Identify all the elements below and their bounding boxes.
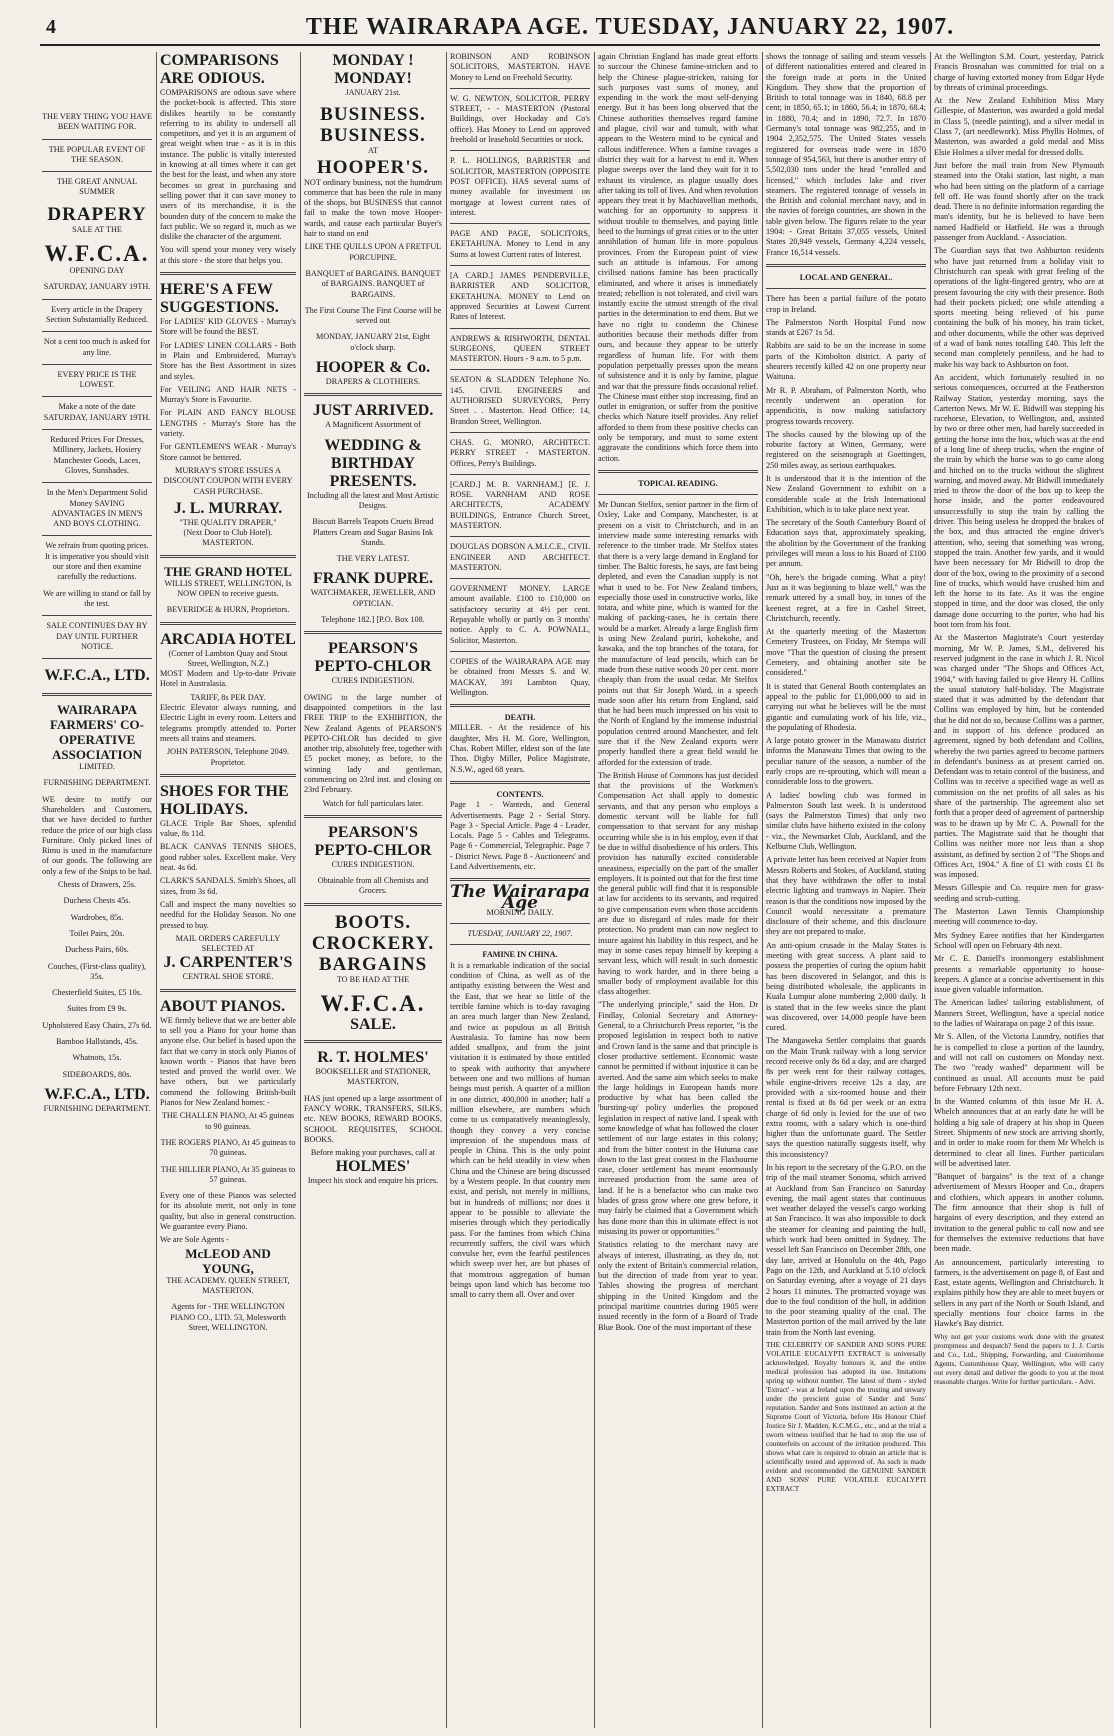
price-item: Chests of Drawers, 25s.	[58, 880, 136, 890]
ad-heading-grand-hotel: THE GRAND HOTEL	[164, 563, 292, 579]
leader-date: TUESDAY, JANUARY 22, 1907.	[467, 929, 573, 939]
news-item: A large potato grower in the Manawatu district informs the Manawatu Times that owing to the peculiar nature of the season, a number of the early crops are re-sprouting, which will mean a considerable loss to the growers.	[766, 736, 926, 787]
ad-body: BLACK CANVAS TENNIS SHOES, good rubber soles. Excellent make. Very neat. 4s 6d.	[160, 842, 296, 873]
price-item: Duchess Pairs, 60s.	[65, 945, 129, 955]
ad-heading-drapery: DRAPERY	[47, 203, 147, 225]
ad-line: SALE CONTINUES DAY BY DAY UNTIL FURTHER NOTICE.	[46, 621, 148, 651]
column-7	[934, 52, 1104, 1728]
ad-body: You will spend your money very wisely at this store - the store that helps you.	[160, 245, 296, 265]
ad-body: NOT ordinary business, not the humdrum commerce that has been the rule in many of the shops, but BUSINESS that cannot fail to make the town move Hooper-wards, and cause each particular Buyer's hair to stand on end	[304, 177, 442, 239]
ad-line: THE ACADEMY. QUEEN STREET, MASTERTON.	[166, 1275, 290, 1295]
ad-line: CENTRAL SHOE STORE.	[182, 972, 274, 982]
ad-body: MURRAY'S STORE ISSUES A DISCOUNT COUPON WITH EVERY CASH PURCHASE.	[163, 465, 293, 496]
ad-heading-bargains: BARGAINS	[318, 953, 428, 975]
section-heading-local: LOCAL AND GENERAL.	[799, 272, 893, 282]
column-6	[766, 52, 926, 1728]
news-item: A private letter has been received at Napier from Messrs Roberts and Stokes, of Auckland, stating that they have withdrawn the offer to instal electric lighting and tramways in Napier. Their reason is that the conditions now imposed by the Council would necessitate a premature disclosure of their scheme, and this disclosure they are not prepared to make.	[766, 855, 926, 937]
news-item: "Oh, here's the brigade coming. What a pity! Just as it was beginning to blaze well," was the remark uttered by a small boy, in tones of the keenest regret, at a fire in Cashel Street, Christchurch, recently.	[766, 572, 926, 623]
death-notice: MILLER. - At the residence of his daughter, Mrs H. M. Gore, Wellington, Chas. Robert Miller, eldest son of the late Thos. Digby Miller, Police Magistrate, N.S.W., aged 68 years.	[450, 723, 590, 774]
news-item: Messrs Gillespie and Co. require men for grass-seeding and scrub-cutting.	[934, 883, 1104, 903]
ad-body: CLARK'S SANDALS. Smith's Shoes, all sizes, from 3s 6d.	[160, 876, 296, 896]
ad-line: LIMITED.	[79, 762, 115, 772]
news-item: The American ladies' tailoring establishment, of Manners Street, Wellington, have a special notice to the ladies of Wairarapa on page 2 of this issue.	[934, 998, 1104, 1029]
section-heading-contents: CONTENTS.	[496, 789, 544, 799]
ad-line: Reduced Prices For Dresses, Millinery, Jackets, Hosiery Manchester Goods, Laces, Gloves, Sunshades.	[50, 435, 144, 475]
news-item: The Guardian says that two Ashburton residents who have just returned from a holiday visit to Christchurch can speak with great feeling of the operations of the light-fingered gentry, who are at present favouring the city with their presence. Both had their pockets picked; one while attending a sports meeting being relieved of his purse containing the bulk of his money, his train ticket, and other documents, while the other was deprived of a wad of bank notes totalling £40. This left the second man completely penniless, and he had to make his way back to Ashburton on foot.	[934, 246, 1104, 369]
price-item: Wardrobes, 85s.	[70, 912, 124, 922]
ad-body: GLACE Triple Bar Shoes, splendid value, 8s 11d.	[160, 818, 296, 839]
price-item: Suites from £9 9s.	[67, 1004, 127, 1014]
leader-body: again Christian England has made great efforts to succour the Chinese famine-stricken and to help the Chinese plague-stricken, raising for such purposes vast sums of money, and expending in the work the most self-denying energy. But it has been long observed that the Chinese authorities themselves regard famine and plague, civil war and tumult, with what appears to the Western mind to be cynical and callous indifference. When a famine ravages a district they wait for a harvest to end it. When plague sweeps over the land they wait for it to exhaust its virulence, as plague usually does after taking its toll of lives. And when revolution appears they treat it by Machiavellian methods, watching for an opportunity to suppress it without trouble to themselves, and paying little heed to the burnings of great cities or to the utter annihilation of human life in more populous provinces. From the European point of view such an attitude is infamous. For among civilised nations famine has been practically eliminated, and where it arises is immediately treated; rebellion is not tolerated, and civil wars instantly excite the utmost strength of the rival parties in the determination to end them. But we have no right to condemn the Chinese authorities because their methods differ from ours, and because they appear to be utterly regardless of human life. For with them population perpetually presses upon the means of subsistence and it is only by famine, plague and war that the pressure finds occasional relief. The Chinese must either stop increasing, find an outlet in emigration, or suffer from the positive checks which Nature itself provides. Any relief afforded to them from these positive checks can only be temporary, and must to some extent aggravate the conditions which force them into action.	[598, 52, 758, 463]
ad-body: OWING to the large number of disappointed competitors in the last FREE TRIP to the EXHIBITION, the New Zealand Agents of PEARSON'S PEPTO-CHLOR has decided to give another trip, absolutely free, together with £5 pocket money, as before, to the winning lady and gentleman, commencing on 23rd inst. and closing on 23rd February.	[304, 692, 442, 795]
column-rule	[446, 52, 447, 1728]
ad-line: AT	[367, 146, 378, 156]
ad-body: COMPARISONS are odious save where the pocket-book is affected. This store dislikes heartily to be constantly referring to its ability to undersell all competitors, and yet it is an argument of great weight when true - as it is in this instance. The public is vitally interested in knowing at all times where it can get the best for the least, and when any store becomes so great in purchasing and selling power that it can save money to users of its merchandise, it is the bounden duty of the concern to make the fact public. We so regard it, much as we dislike the character of the argument.	[160, 88, 296, 242]
ad-heading-murray: J. L. MURRAY.	[173, 499, 283, 517]
ad-line: MAIL ORDERS CAREFULLY SELECTED AT	[175, 933, 281, 954]
ad-heading-wfca: W.F.C.A.	[320, 991, 426, 1017]
column-rule	[594, 52, 595, 1728]
card: CHAS. G. MONRO, ARCHITECT. PERRY STREET - MASTERTON. Offices, Perry's Buildings.	[450, 437, 590, 468]
ad-heading-wfca-ltd: W.F.C.A., LTD.	[44, 1085, 150, 1103]
ad-line: JANUARY 21st.	[345, 88, 401, 97]
ad-body: Every one of these Pianos was selected for its absolute merit, not only in tone quality, but also in general construction. We guarantee every Piano.	[160, 1191, 296, 1232]
ad-line: BOOKSELLER and STATIONER, MASTERTON,	[315, 1067, 431, 1087]
page-number: 4	[46, 16, 56, 38]
ad-line: Not a cent too much is asked for any line.	[43, 337, 151, 357]
news-item: At the Masterton Magistrate's Court yesterday morning, Mr W. P. James, S.M., delivered his reserved judgment in the case in which J. R. Nicol was charged under "The Shops and Offices Act, 1904," with having failed to give Henry H. Collins the usual statutory half-holiday. The Magistrate stated that it was admitted by the defendant that Collins was employed by him, but he contended that he did not do so, because Collins was a partner, and in support of his defence produced an agreement, signed by both defendant and Collins, whereby the two parties agreed to become partners in defendant's business as at present carried on. Defendant was to retain control of the business, and Collins was to receive a specified wage as well as commission on the net profits of all sales as his share of the partnership. The agreement also set forth that a proper deed of agreement of partnership was to be drawn up by Mr C. A. Pownall for the parties. The Magistrate said that he thought that Collins was neither more nor less than a shop assistant, as defined by section 2 of "The Shops and Offices Act, 1904." A fine of £1 with costs £1 8s was imposed.	[934, 633, 1104, 880]
ad-line: BANQUET of BARGAINS. BANQUET of BARGAINS. BANQUET of BARGAINS.	[305, 268, 441, 299]
news-item: In his report to the secretary of the G.P.O. on the trip of the mail steamer Sonoma, which arrived at Auckland from San Francisco on Saturday evening, the mail agent states that continuous wet weather delayed the vessel's cargo working at San Francisco. It was also impossible to dock the steamer for cleaning and painting the hull, which work had been omitted in Sydney. The vessel left San Francisco on December 28th, one day late, arrived at Honolulu on the 4th, Pago Pago on the 12th, and Auckland at 5.10 o'clock on Saturday evening, after a voyage of 21 days 2 hours 11 minutes. The protracted voyage was due to the foul condition of the hull, in addition to the poor steaming quality of the coal. The Masterton portion of the mail arrived by the late train from the North last evening.	[766, 1162, 926, 1337]
column-2-ads	[160, 52, 296, 1728]
ad-line: LIKE THE QUILLS UPON A FRETFUL PORCUPINE.	[304, 242, 442, 262]
ad-line: THE CHALLEN PIANO, At 45 guineas to 90 guineas.	[161, 1111, 295, 1131]
news-item: Mr S. Allen, of the Victoria Laundry, notifies that he is compelled to close a portion of the laundry, and will not call on customers on Monday next. The two "ready washed" department will be continued as usual. All accounts must be paid before February 12th next.	[934, 1032, 1104, 1093]
ad-line: We are Sole Agents -	[160, 1235, 229, 1245]
ad-heading: BUSINESS.	[320, 104, 426, 126]
article-paragraph: shows the tonnage of sailing and steam vessels of different nationalities entered and cleared in the foreign trade at ports in the United Kingdom. They show that the proportion of British to total tonnage was in 1840, 68.8 per cent; in 1850, 65.1; in 1860, 56.4; in 1870, 68.4; in 1880, 70.4; and in 1890, 72.7. In 1870 Germany's total tonnage was 982,255, and in 1904 2,352,575. The United States vessels registered for overseas trade were in 1870 tonnage of 954,563, but there is another entry of 5,502,030 tons under the head "enrolled and licensed," which includes lake and river steamers. The registered tonnage of vessels in the British and colonial merchant navy, and in the navies of foreign countries, are shown in the table given below. The figures relate to the year 1904: - Great Britain 37,055 vessels, United States 20,949 vessels, Germany 4,224 vessels, France 16,514 vessels.	[766, 52, 926, 257]
newspaper-title: THE WAIRARAPA AGE. TUESDAY, JANUARY 22, 1907.	[305, 14, 955, 40]
ad-line: Obtainable from all Chemists and Grocers.	[317, 876, 429, 896]
ad-line: Before making your purchases, call at	[310, 1148, 436, 1158]
price-item: Duchess Chests 45s.	[63, 896, 131, 906]
news-item: An accident, which fortunately resulted in no serious consequences, occurred at the Featherston Railway Station, yesterday morning, says the Carterton News. Mr W. E. Bidwill was stepping his racehorse, Elevation, to Wellington, and, assisted by two or three other men, had barely succeeded in getting the horse into the box, which was at the end of a long line of sheep trucks, when the engine of the train by which the horse was to go came along and hitched on to the trucks without the slightest warning, and moved away. Mr Bidwill immediately tried to throw the door of the box up to keep the horse inside, and the porter endeavoured unsuccessfully to stop the train by calling the driver. This being useless he dropped the brakes of the box, and thus attracted the engine driver's attention, who, seeing that something was wrong, stopped the train. Another few yards, and it would have been necessary for Mr Bidwill to drop the door of the box, owing to the proximity of a second line of trucks, which would have crushed him and left the horse to its fate. As it was the engine stopped in time, and the door was closed, the only damage done occurring to the porter, who had his boot torn from his foot.	[934, 372, 1104, 630]
ad-line: THE VERY LATEST.	[336, 554, 410, 564]
ad-line: SATURDAY, JANUARY 19TH.	[43, 282, 151, 292]
ad-heading-comparisons: COMPARISONS ARE ODIOUS.	[160, 52, 279, 87]
ad-heading-frank-dupre: FRANK DUPRE.	[313, 570, 433, 588]
ad-line: SALE AT THE	[72, 224, 122, 234]
ad-heading: MONDAY!	[334, 70, 412, 87]
card: ROBINSON AND ROBINSON SOLICITORS, MASTERTON. HAVE Money to Lend on Freehold Security.	[450, 52, 590, 82]
card: ANDREWS & RISHWORTH, DENTAL SURGEONS, QUEEN STREET MASTERTON. Hours - 9 a.m. to 5 p.m.	[450, 333, 590, 364]
column-rule	[300, 52, 301, 1728]
news-item: Why not get your customs work done with the greatest promptness and despatch? Send the papers to J. J. Curtis and Co., Ltd., Shipping, Forwarding, and Customhouse Agents, Customhouse Quay, Wellington, who will carry out every detail and deliver the goods to you at the most reasonable charges. Write for further particulars. - Advt.	[934, 1332, 1104, 1386]
ad-line: THE POPULAR EVENT OF THE SEASON.	[48, 144, 146, 164]
ad-line: DRAPERS & CLOTHIERS.	[325, 377, 421, 387]
ad-heading: MONDAY !	[332, 52, 414, 69]
column-rule	[762, 52, 763, 1728]
news-item: It is understood that it is the intention of the New Zealand Government to exhibit on a considerable scale at the Irish International Exhibition, which is to take place next year.	[766, 473, 926, 514]
section-heading-topical: TOPICAL READING.	[638, 478, 718, 488]
news-item: "Banquet of bargains" is the text of a change advertisement of Messrs Hooper and Co., drapers and clothiers, which appears in another column. The firm announce that their shop is full of bargains of every description, and they extend an invitation to the general public to call now and see for themselves the extensive reductions that have been made.	[934, 1172, 1104, 1254]
news-item: The shocks caused by the blowing up of the roburite factory at Witten, Germany, were registered on the seismograph at Goettingen, 250 miles away, as serious earthquakes.	[766, 429, 926, 470]
price-item: Whatnots, 15s.	[72, 1053, 122, 1063]
masthead	[40, 10, 1100, 46]
news-item: The Mangaweka Settler complains that guards on the Main Trunk railway with a long service record receive only 8s 6d a day, and are charged 8s per week rent for their railway cottages, while engine-drivers receive 12s a day, are provided with a six-roomed house and their rental is fixed at 8s 6d per week or an extra charge of 6d only is levied for the use of two extra rooms, with a salary which is one-third higher than the unfortunate guard. The Settler says the question naturally suggests itself, why this inconsistency?	[766, 1036, 926, 1159]
ad-line: Watch for full particulars later.	[322, 798, 424, 808]
article-paragraph: "The underlying principle," said the Hon. Dr Findlay, Colonial Secretary and Attorney-General, to a Christchurch Press reporter, "is the proposed legislation in respect both to native and Crown land is the same and that principle is closer productive settlement. Economic waste cannot be permitted if without injustice it can be averted. And the same aim which seeks to make the large holdings in European hands more productive by what has been called the 'bursting-up' policy underlies the proposed legislation in respect of native land. I speak with some knowledge of what has followed the closer settlement of our large estates in this colony; and from the bitter contest in the Hutuma case down to the last great contest in the Flaxbourne case, closer settlement has meant enormously increased production from the same area of land. If he is a benefactor who can make two blades of grass grow where one grew before, it may fairly be claimed that a Government which has done more than this in ultimate effect is not misusing its power or opportunities."	[598, 1000, 758, 1236]
ad-heading-presents: WEDDING & BIRTHDAY PRESENTS.	[324, 436, 422, 490]
ad-line: THE GREAT ANNUAL SUMMER	[56, 177, 138, 197]
price-item: Chesterfield Suites, £5 10s.	[52, 988, 142, 998]
card: GOVERNMENT MONEY. LARGE amount available. £100 to £10,000 on satisfactory security at 4½ per cent. Repayable wholly or partly on 3 months' notice. Apply to C. A. POWNALL, Solicitor, Masterton.	[450, 584, 590, 645]
card: SEATON & SLADDEN Telephone No. 145. CIVIL ENGINEERS and AUTHORISED SURVEYORS, Perry Street . . Masterton. Head Office: 14, Brandon Street, Wellington.	[450, 375, 590, 426]
news-item: The Masterton Lawn Tennis Championship meeting will commence to-day.	[934, 907, 1104, 927]
ad-line: Make a note of the date SATURDAY, JANUARY 19TH.	[43, 402, 151, 422]
ad-body: WE desire to notify our Shareholders and Customers, that we have decided to further reduce the price of our high class Furniture. Only picked lines of Rimu is used in the manufacture of our goods. The following are only a few of the Snips to be had.	[42, 794, 152, 876]
news-item: A ladies' bowling club was formed in Palmerston South last week. It is understood (says the Palmerston Times) that only two similar clubs have hitherto existed in the colony - viz., the Newmarket Club, Auckland, and the Kelburne Club, Wellington.	[766, 790, 926, 852]
ad-line: Inspect his stock and enquire his prices.	[307, 1176, 439, 1186]
ad-line: "THE QUALITY DRAPER,"	[179, 517, 277, 527]
contents-list: Page 1 - Wanteds, and General Advertisements. Page 2 - Serial Story. Page 3 - Special Article. Page 4 - Leader, Locals. Page 5 - Cables and Telegrams. Page 6 - Commercial, Telegraphic. Page 7 - District News. Page 8 - Auctioneers' and Land Advertisements, etc.	[450, 800, 590, 871]
news-item: Mr C. E. Daniell's ironmongery establishment presents a remarkable opportunity to house-keepers. A glance at a concise advertisement in this issue given valuable information.	[934, 954, 1104, 995]
ad-heading-sale: SALE.	[350, 1016, 396, 1034]
news-item: Just before the mail train from New Plymouth steamed into the Otaki station, last night, a man who had been sitting on the platform of a carriage fell off. He was found shortly after on the track dead. There is no definite information regarding the man's identity, but he is believed to have been named Hadfield or Hatfield. He was a through passenger from Auckland. - Association.	[934, 160, 1104, 243]
ad-body: For PLAIN AND FANCY BLOUSE LENGTHS - Murray's Store has the variety.	[160, 408, 296, 439]
ad-body: WE firmly believe that we are better able to sell you a Piano for your home than anyone else. Our belief is based upon the fact that we carry in stock only Pianos of known worth - Pianos that have been tested and proved the world over. We have others, but we particularly commend the following British-built Pianos for New Zealand homes: -	[160, 1015, 296, 1108]
price-item: Upholstered Easy Chairs, 27s 6d.	[42, 1020, 152, 1030]
card: P. L. HOLLINGS, BARRISTER and SOLICITOR, MASTERTON (OPPOSITE POST OFFICE). HAS several sums of money available for investment on mortgage at lowest current rates of interest.	[450, 156, 590, 217]
news-item: In the Wanted columns of this issue Mr H. A. Whelch announces that at an early date he will be holding a big sale of drapery at his shop in Queen Street. Shipments of new stock are arriving shortly, and in order to make room for them Mr Whelch is determined to clear all lines. Further particulars will be advertised later.	[934, 1097, 1104, 1168]
ad-heading-holmes: R. T. HOLMES'	[317, 1049, 429, 1067]
ad-heading-pepto-chlor: PEARSON'S PEPTO-CHLOR	[314, 640, 432, 676]
card: W. G. NEWTON, SOLICITOR. PERRY STREET, - - MASTERTON (Pastoral Buildings, over Hockaday and Co's office). Has Money to Lend on approved freehold or leasehold Securities or stock.	[450, 93, 590, 145]
news-item: Mr R. P. Abraham, of Palmerston North, who recently underwent an operation for appendicitis, is now making satisfactory progress towards recovery.	[766, 385, 926, 426]
ad-line: OPENING DAY	[69, 266, 125, 276]
ad-line: Agents for - THE WELLINGTON PIANO CO., LTD. 53, Molesworth Street, WELLINGTON.	[170, 1302, 286, 1332]
column-rule	[930, 52, 931, 1728]
ad-line: TO BE HAD AT THE	[336, 974, 410, 984]
ad-body: For GENTLEMEN'S WEAR - Murray's Store cannot be bettered.	[160, 442, 296, 462]
price-item: Couches, (First-class quality), 35s.	[47, 961, 147, 981]
ad-heading-carpenter: J. CARPENTER'S	[163, 954, 293, 972]
ad-heading-mcleod-young: McLEOD AND YOUNG,	[185, 1245, 271, 1276]
leader-body: It is a remarkable indication of the social condition of China, as well as of the antipathy existing between the West and the East, that we hear so little of the terrible famine which is to-day ravaging an area much larger than New Zealand, and twice as populous as all British Australasia. To famine has now been added smallpox, and from the joint visitation it is estimated by those entitled to speak with authority that anywhere between one and two millions of human beings must perish. A quarter of a million in one district, 400,000 in another; half a million elsewhere, are numbers which come to us comparatively meaninglessly, though they convey a very concise impression of the stupendous mass of people in China. This is the only point which can be held steadily in view when China and the Chinese are being discussed by a Western people. In that country men exist, and perish, not merely in millions, but in hundreds of millions; nor does it appear to be possible to alleviate the miseries through which they periodically pass. For the famines from which China recurrently suffers, the civil wars which convulse her, even the fearful pestilences which sweep over her, are but phases of that monstrous aggregation of human beings upon land which has become too small to carry them all. Over and over	[450, 960, 590, 1300]
ad-line: A Magnificent Assortment of	[325, 420, 421, 430]
news-item: There has been a partial failure of the potato crop in Ireland.	[766, 294, 926, 314]
ad-line: CURES INDIGESTION.	[331, 859, 415, 869]
ad-line: Including all the latest and Most Artistic Designs.	[307, 490, 439, 510]
ad-line: FURNISHING DEPARTMENT.	[43, 778, 151, 788]
ad-line: THE ROGERS PIANO, At 45 guineas to 70 guineas.	[160, 1137, 296, 1158]
ad-line: (Next Door to Club Hotel). MASTERTON.	[183, 528, 273, 548]
leader-heading: FAMINE IN CHINA.	[482, 950, 558, 960]
ad-body: For LADIES' LINEN COLLARS - Both in Plain and Embroidered, Murray's Store has the Best Assortment in sizes and styles.	[160, 340, 296, 381]
ad-heading-pianos: ABOUT PIANOS.	[160, 997, 286, 1015]
ad-heading-suggestions: HERE'S A FEW SUGGESTIONS.	[160, 281, 279, 317]
ad-heading: BUSINESS.	[320, 125, 426, 147]
news-item: Rabbits are said to be on the increase in some parts of the Kimbolton district. A party of shearers recently killed 42 on one property near Waituna.	[766, 341, 926, 382]
card: COPIES of the WAIRARAPA AGE may be obtained from Messrs S. and W. MACKAY, 391 Lambton Quay, Wellington.	[450, 656, 590, 697]
price-item: Toilet Pairs, 20s.	[69, 928, 125, 938]
article-paragraph: The British House of Commons has just decided that the provisions of the Workmen's Compensation Act shall apply to domestic servants, and that any person who employs a domestic servant will be liable for full compensation to that servant for any mishap occurring while she is in his employ, even if that be due to wilful disobedience of his orders. This provision has naturally excited considerable uneasiness, especially on the part of the smaller employers. It is pointed out that for the first time the general public will find that it is responsible at law for accidents to its servants, and required to give compensation even when those accidents are due to disregard of rules made for their protection. No prudent man can now neglect to insure against his liability in this respect, and he may in some cases repay himself by keeping a servant less, which will result in such domestic having to work harder, and in there being a smaller body of employment available for this class altogether.	[598, 770, 758, 997]
ad-line: Biscuit Barrels Teapots Cruets Bread Platters Cream and Sugar Basins Ink Stands.	[312, 517, 434, 547]
price-item: Bamboo Hallstands, 45s.	[56, 1037, 138, 1047]
ad-heading-crockery: CROCKERY.	[311, 932, 435, 954]
ad-heading-association: WAIRARAPA FARMERS' CO-OPERATIVE ASSOCIATION	[49, 702, 144, 763]
column-rule	[156, 52, 157, 1728]
news-item: The Palmerston North Hospital Fund now stands at £267 1s 5d.	[766, 317, 926, 338]
news-item: Mrs Sydney Earee notifies that her Kindergarten School will open on February 4th next.	[934, 930, 1104, 950]
ad-body: MOST Modern and Up-to-date Private Hotel in Australasia.	[160, 669, 296, 689]
ad-body: HAS just opened up a large assortment of FANCY WORK, TRANSFERS, SILKS, etc. NEW BOOKS, REWARD BOOKS, SCHOOL REQUISITES, SCHOOL BOOKS.	[304, 1093, 442, 1144]
column-4	[450, 52, 590, 1728]
ad-line: We are willing to stand or fall by the test.	[43, 588, 151, 608]
news-item: An anti-opium crusade in the Malay States is meeting with great success. A plant said to possess the properties of curing the opium habit has been discovered in Selangor, and this is being distributed wholesale, the applicants in Kuala Lumpur alone numbering 2,000 daily. It is stated that in the few weeks since the plant was discovered, over 14,000 people have been cured.	[766, 940, 926, 1033]
article-paragraph: Mr Duncan Stelfox, senior partner in the firm of Oxley, Lake and Company, Manchester, is at present on a visit to Christchurch, and in an interview made some interesting remarks with reference to the timber trade. Mr Stelfox states that there is a very large demand in England for timber. The Baltic forests, he says, are fast being depleted, and even the Canadian supply is not what it used to be. For New Zealand timbers, especially those used in constructive works, like totara, and white pine, which is wanted for the making of packing-cases, he is certain there would be a market. Already a large English firm is using New Zealand puriri, kohekohe, and kawaka, and the top branches of the totara, for the manufacture of lead pencils, which can be made from these native woods 20 per cent. more cheaply than from the usual cedar. Mr Stelfox points out that Sir Joseph Ward, in a speech made soon after his return from England, said that he had been much impressed on his visit to the North of England by the immense industrial population centred around Manchester, and felt sure that if the New Zealand exports were properly handled there a great field would be afforded for the extension of trade.	[598, 500, 758, 767]
ad-heading-wfca: W.F.C.A.	[44, 241, 150, 267]
ad-line: WATCHMAKER, JEWELLER, AND OPTICIAN.	[310, 588, 436, 608]
news-item: At the quarterly meeting of the Masterton Cemetery Trustees, on Friday, Mr Stempa will move "That the question of closing the present Cemetery, and obtaining another site be considered."	[766, 627, 926, 678]
ad-line: WILLIS STREET, WELLINGTON, Is NOW OPEN to receive guests.	[164, 578, 292, 598]
ad-body: Electric Elevator always running, and Electric Light in every room. Letters and telegrams promptly attended to. Porter meets all trains and steamers.	[160, 703, 296, 743]
ad-body: Call and inspect the many novelties so needful for the Holiday Season. No one pressed to buy.	[160, 899, 296, 930]
ad-heading-arcadia-hotel: ARCADIA HOTEL	[160, 630, 296, 648]
column-1-wfca-ads	[42, 52, 152, 1728]
ad-heading-hooper-co: HOOPER & Co.	[315, 359, 431, 377]
ad-line: EVERY PRICE IS THE LOWEST.	[57, 369, 137, 390]
ad-heading-pepto-chlor: PEARSON'S PEPTO-CHLOR	[314, 823, 432, 859]
ad-line: THE HILLIER PIANO, At 35 guineas to 57 guineas.	[160, 1164, 296, 1184]
ad-line: The First Course The First Course will be served out	[304, 305, 442, 326]
ad-line: THE VERY THING YOU HAVE BEEN WAITING FOR.	[42, 112, 152, 132]
ad-line: CURES INDIGESTION.	[331, 676, 415, 686]
ad-line: TARIFF, 8s PER DAY.	[190, 692, 266, 702]
ad-line: We refrain from quoting prices. It is imperative you should visit our store and then examine carefully the reductions.	[45, 541, 149, 582]
section-heading-death: DEATH.	[504, 713, 536, 723]
ad-heading-shoes: SHOES FOR THE HOLIDAYS.	[160, 782, 289, 818]
card: PAGE AND PAGE, SOLICITORS, EKETAHUNA. Money to Lend in any Sums at lowest Current rates of Interest.	[450, 229, 590, 259]
paper-subtitle: MORNING DAILY.	[486, 907, 554, 917]
ad-line: MONDAY, JANUARY 21st, Eight o'clock sharp.	[315, 332, 431, 352]
paper-masthead-small: The Wairarapa Age	[450, 882, 590, 913]
ad-heading-boots: BOOTS.	[334, 911, 412, 933]
column-3-ads	[304, 52, 442, 1728]
price-item: SIDEBOARDS, 80s.	[62, 1069, 132, 1079]
news-item: An announcement, particularly interesting to farmers, is the advertisement on page 8, of East and East, estate agents, Wellington and Christchurch. It explains pithily how they are able to meet buyers or sellers in any part of the North or South Island, and specially mentions four choice farms in the Hawke's Bay district.	[934, 1257, 1104, 1329]
news-item: It is stated that General Booth contemplates an appeal to the public for £1,000,000 to aid in carrying out what he believes will be the most gigantic and cumulating work of his life, viz., the populating of Rhodesia.	[766, 681, 926, 732]
ad-line: In the Men's Department Solid Money SAVING ADVANTAGES IN MEN'S AND BOYS CLOTHING.	[46, 488, 148, 529]
ad-line: JOHN PATERSON, Telephone 2049. Proprietor.	[166, 747, 289, 767]
news-item: The secretary of the South Canterbury Board of Education says that, approximately speaking, the abolition by the Government of the franking privileges will mean a loss to his Board of £100 per annum.	[766, 518, 926, 569]
ad-heading-holmes: HOLMES'	[335, 1158, 411, 1176]
ad-heading-wfca-ltd: W.F.C.A., LTD.	[44, 667, 150, 685]
ad-body: For VEILING AND HAIR NETS - Murray's Store is Favourite.	[160, 384, 296, 405]
column-5	[598, 52, 758, 1728]
ad-line: BEVERIDGE & HURN, Proprietors.	[166, 605, 290, 615]
ad-line: Telephone 182.] [P.O. Box 108.	[321, 615, 425, 625]
ad-heading-just-arrived: JUST ARRIVED.	[312, 402, 434, 420]
card: [CARD.] M. B. VARNHAM.] [E. J. ROSE. VARNHAM AND ROSE ARCHITECTS, ACADEMY BUILDINGS, Entrance Church Street, MASTERTON.	[450, 479, 590, 530]
ad-line: Every article in the Drapery Section Substantially Reduced.	[45, 304, 149, 324]
ad-line: (Corner of Lambton Quay and Stout Street, Wellington, N.Z.)	[168, 648, 288, 668]
news-item: At the New Zealand Exhibition Miss Mary Gillespie, of Masterton, was awarded a gold medal in Class 5, (needle painting), and a silver medal in Class 7, (art needlework). Miss Phyllis Holmes, of Masterton, was awarded a gold medal and Miss Elsie Holmes a silver medal for dressed dolls.	[934, 96, 1104, 157]
ad-heading-hoopers: HOOPER'S.	[317, 156, 429, 178]
ad-body: For LADIES' KID GLOVES - Murray's Store will be found the BEST.	[160, 317, 296, 337]
ad-line: FURNISHING DEPARTMENT.	[43, 1103, 151, 1113]
news-item: THE CELEBRITY OF SANDER AND SONS PURE VOLATILE EUCALYPTI EXTRACT is universally acknowledged. Royalty honours it, and the entire medical profession has adopted its use. Imitations spring up without number. The latest of them - styled 'Extract' - was at Ireland upon the trusting and unwary under the prescient guise of Sander and Sons' reputation. Sander and Sons instituted an action at the Supreme Court of Victoria, before His Honour Chief Justice Sir J. Madden, K.C.M.G., etc., and at the trial a sworn witness testified that he had to stop the use of counterfeits on account of the irritation produced. This shows what care is required to obtain an article that is scientifically tested and approved of. As such is made evident and recommended the GENUINE SANDER AND SONS' PURE VOLATILE EUCALYPTI EXTRACT	[766, 1341, 926, 1494]
article-paragraph: Statistics relating to the merchant navy are always of interest, illustrating, as they do, not only the extent of Britain's commercial relation, but the direction of trade from year to year. Tables showing the progress of merchant shipping in the United Kingdom and the principal maritime countries during 1905 were issued recently in the form of a Board of Trade Blue Book. One of the most important of these	[598, 1240, 758, 1332]
card: DOUGLAS DOBSON A.M.I.C.E., CIVIL ENGINEER AND ARCHITECT. MASTERTON.	[450, 542, 590, 572]
news-item: At the Wellington S.M. Court, yesterday, Patrick Francis Brosnahan was committed for trial on a charge of having extorted money from Edgar Hyde by threats of criminal proceedings.	[934, 52, 1104, 92]
card: [A CARD.] JAMES PENDERVILLE, BARRISTER AND SOLICITOR, EKETAHUNA. MONEY to Lend on approved Securities at Lowest Current Rates of Interest.	[450, 271, 590, 322]
